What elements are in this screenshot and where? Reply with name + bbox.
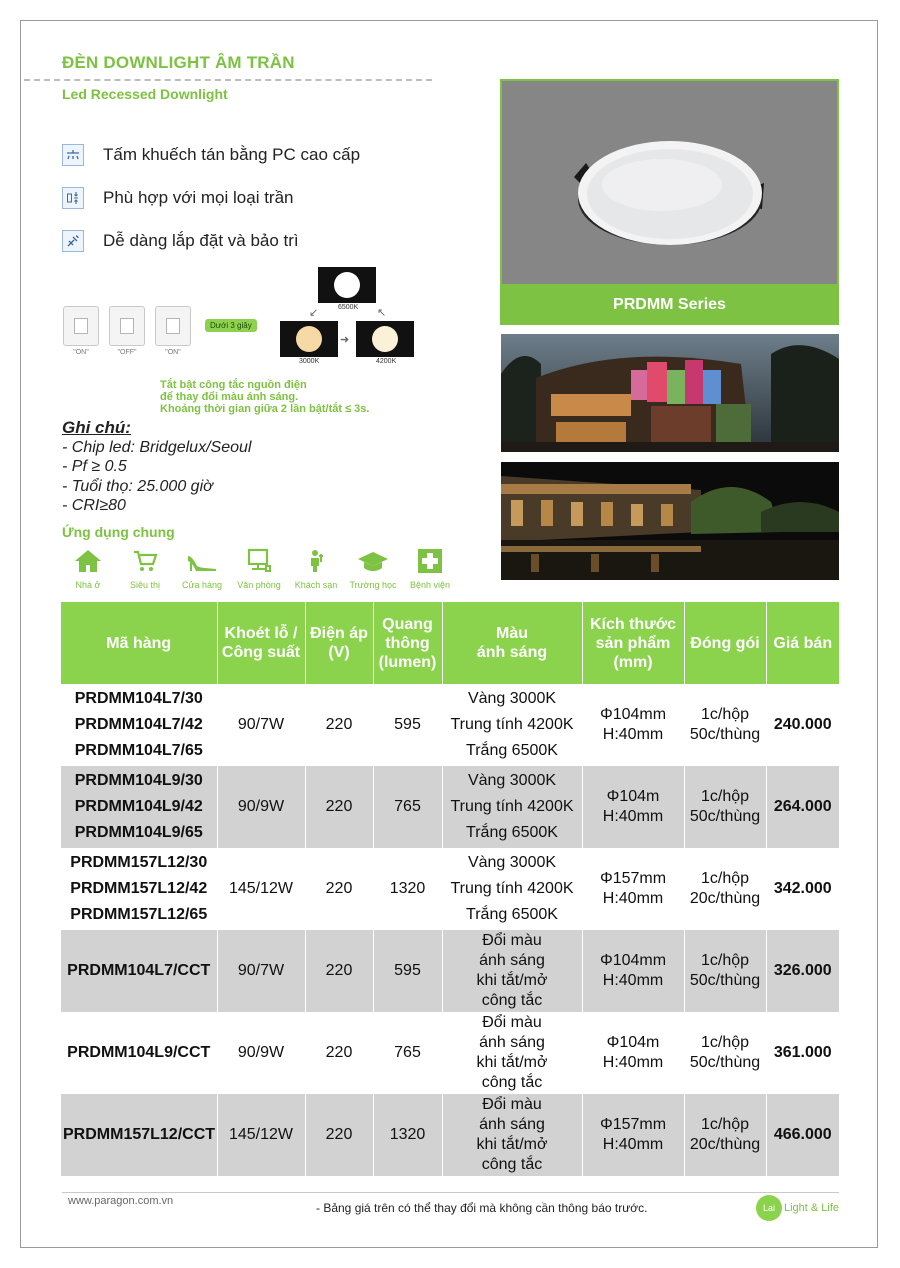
footer-divider <box>62 1192 839 1193</box>
cct-label: 3000K <box>299 358 320 365</box>
col-header-color: Màu ánh sáng <box>442 602 582 684</box>
table-row <box>61 684 839 766</box>
switch-on-icon: "ON" <box>154 306 192 356</box>
power-cell: 145/12W <box>217 848 305 930</box>
notes-heading: Ghi chú: <box>62 418 131 437</box>
switch-note: Tắt bật công tắc nguồn điện để thay đổi màu ánh sáng. Khoảng thời gian giữa 2 lần bật/tắt ≤ 3s. <box>160 379 370 415</box>
app-shop: Cửa hàng <box>176 546 228 590</box>
building-photo <box>501 462 839 580</box>
page-title: ĐÈN DOWNLIGHT ÂM TRẦN <box>62 53 295 72</box>
price-cell: 326.000 <box>766 930 839 1012</box>
footer-note: - Bảng giá trên có thể thay đổi mà không cần thông báo trước. <box>316 1201 648 1215</box>
color-cell: Vàng 3000K Trung tính 4200K Trắng 6500K <box>442 766 582 848</box>
col-header-power: Khoét lỗ / Công suất <box>217 602 305 684</box>
voltage-cell: 220 <box>305 684 373 766</box>
size-cell: Φ104mm H:40mm <box>582 684 684 766</box>
pack-cell: 1c/hộp 50c/thùng <box>684 930 766 1012</box>
color-cell: Vàng 3000K Trung tính 4200K Trắng 6500K <box>442 684 582 766</box>
price-table <box>61 602 839 1176</box>
brand-logo <box>756 1195 839 1221</box>
color-cell: Đổi màu ánh sáng khi tắt/mở công tắc <box>442 1012 582 1094</box>
voltage-cell: 220 <box>305 848 373 930</box>
pack-cell: 1c/hộp 50c/thùng <box>684 766 766 848</box>
pack-cell: 1c/hộp 20c/thùng <box>684 1094 766 1176</box>
arrow-icon: ➜ <box>340 334 350 346</box>
feature-text: Phù hợp với mọi loại trần <box>103 188 294 207</box>
product-code-cell: PRDMM157L12/CCT <box>61 1094 217 1176</box>
price-cell: 342.000 <box>773 880 832 897</box>
price-cell: 466.000 <box>766 1094 839 1176</box>
voltage-cell: 220 <box>305 930 373 1012</box>
applications-title: Ứng dụng chung <box>62 524 175 540</box>
house-icon <box>74 546 102 576</box>
pack-cell: 1c/hộp 50c/thùng <box>684 1012 766 1094</box>
color-cell: Vàng 3000K Trung tính 4200K Trắng 6500K <box>442 848 582 930</box>
feature-text: Dễ dàng lắp đặt và bảo trì <box>103 231 299 250</box>
arrow-icon: ↖ <box>377 307 387 319</box>
product-photo <box>502 81 837 284</box>
size-cell: Φ157mm H:40mm <box>582 1094 684 1176</box>
voltage-cell: 220 <box>305 1012 373 1094</box>
power-cell: 90/9W <box>217 766 305 848</box>
page-subtitle: Led Recessed Downlight <box>62 86 228 102</box>
lumen-cell: 595 <box>373 930 442 1012</box>
size-cell: Φ157mm H:40mm <box>582 848 684 930</box>
pack-cell: 1c/hộp 50c/thùng <box>684 684 766 766</box>
product-code-cell: PRDMM104L7/30 PRDMM104L7/42 PRDMM104L7/65 <box>61 684 217 766</box>
col-header-size: Kích thước sản phẩm (mm) <box>582 602 684 684</box>
lumen-cell: 1320 <box>373 1094 442 1176</box>
cct-label: 4200K <box>376 358 397 365</box>
switch-on-icon: "ON" <box>62 306 100 356</box>
tools-icon <box>62 230 84 252</box>
cct-label: 6500K <box>338 304 359 311</box>
app-school: Trường học <box>347 546 399 590</box>
product-code-cell: PRDMM157L12/30 PRDMM157L12/42 PRDMM157L12/65 <box>61 848 217 930</box>
color-cell: Đổi màu ánh sáng khi tắt/mở công tắc <box>442 930 582 1012</box>
app-hotel: Khách sạn <box>290 546 342 590</box>
power-cell: 90/9W <box>217 1012 305 1094</box>
footer-url[interactable]: www.paragon.com.vn <box>68 1195 174 1207</box>
shopping-cart-icon <box>132 546 158 576</box>
power-cell: 145/12W <box>217 1094 305 1176</box>
col-header-lumen: Quang thông (lumen) <box>373 602 442 684</box>
size-cell: Φ104m H:40mm <box>582 766 684 848</box>
app-office: Văn phòng <box>233 546 285 590</box>
power-cell: 90/7W <box>217 684 305 766</box>
lumen-cell: 595 <box>373 684 442 766</box>
voltage-cell: 220 <box>305 766 373 848</box>
product-code-cell: PRDMM104L7/CCT <box>61 930 217 1012</box>
note-item: - Pf ≥ 0.5 <box>62 458 127 475</box>
logo-text: Light & Life <box>784 1202 840 1214</box>
product-card <box>500 79 839 325</box>
note-item: - Tuổi thọ: 25.000 giờ <box>62 477 213 495</box>
power-cell: 90/7W <box>217 930 305 1012</box>
size-cell: Φ104mm H:40mm <box>582 930 684 1012</box>
ceiling-fit-icon <box>62 187 84 209</box>
hospital-cross-icon <box>417 546 443 576</box>
pack-cell: 1c/hộp 20c/thùng <box>684 848 766 930</box>
switch-off-icon: "OFF" <box>108 306 146 356</box>
product-code-cell: PRDMM104L9/CCT <box>61 1012 217 1094</box>
col-header-price: Giá bán <box>766 602 839 684</box>
product-series-label: PRDMM Series <box>613 296 726 313</box>
table-header-row <box>61 602 839 684</box>
table-row <box>61 766 839 848</box>
feature-ceiling-fit <box>62 187 294 209</box>
note-item: - CRI≥80 <box>62 497 126 514</box>
price-cell: 240.000 <box>773 716 832 733</box>
feature-tools <box>62 230 299 252</box>
feature-text: Tấm khuếch tán bằng PC cao cấp <box>103 145 361 164</box>
logo-mark: Lai <box>756 1195 782 1221</box>
table-row <box>61 1012 839 1094</box>
lumen-cell: 1320 <box>373 848 442 930</box>
table-row <box>61 930 839 1012</box>
note-item: - Chip led: Bridgelux/Seoul <box>62 438 252 456</box>
bellboy-icon <box>303 546 329 576</box>
diffuser-icon <box>62 144 84 166</box>
timing-badge: Dưới 3 giây <box>205 319 257 332</box>
voltage-cell: 220 <box>305 1094 373 1176</box>
applications-list <box>62 546 461 590</box>
app-supermarket: Siêu thị <box>119 546 171 590</box>
col-header-voltage: Điện áp (V) <box>305 602 373 684</box>
color-cell: Đổi màu ánh sáng khi tắt/mở công tắc <box>442 1094 582 1176</box>
price-cell: 264.000 <box>766 766 839 848</box>
app-home: Nhà ở <box>62 546 114 590</box>
lumen-cell: 765 <box>373 766 442 848</box>
building-photo <box>501 334 839 452</box>
switch-sequence <box>62 306 192 356</box>
size-cell: Φ104m H:40mm <box>582 1012 684 1094</box>
notes-block <box>62 418 251 516</box>
computer-icon <box>246 546 272 576</box>
table-row <box>61 848 839 930</box>
table-row <box>61 1094 839 1176</box>
col-header-code: Mã hàng <box>61 602 217 684</box>
product-code-cell: PRDMM104L9/30 PRDMM104L9/42 PRDMM104L9/65 <box>61 766 217 848</box>
feature-diffuser <box>62 144 360 166</box>
cct-4200k-swatch <box>356 321 414 357</box>
graduation-cap-icon <box>357 546 389 576</box>
price-cell: 361.000 <box>773 1044 832 1061</box>
arrow-icon: ↙ <box>309 307 319 319</box>
app-hospital: Bệnh viện <box>404 546 456 590</box>
cct-3000k-swatch <box>280 321 338 357</box>
cct-6500k-swatch <box>318 267 376 303</box>
high-heel-icon <box>186 546 218 576</box>
lumen-cell: 765 <box>373 1012 442 1094</box>
col-header-pack: Đóng gói <box>684 602 766 684</box>
title-divider <box>24 79 432 81</box>
